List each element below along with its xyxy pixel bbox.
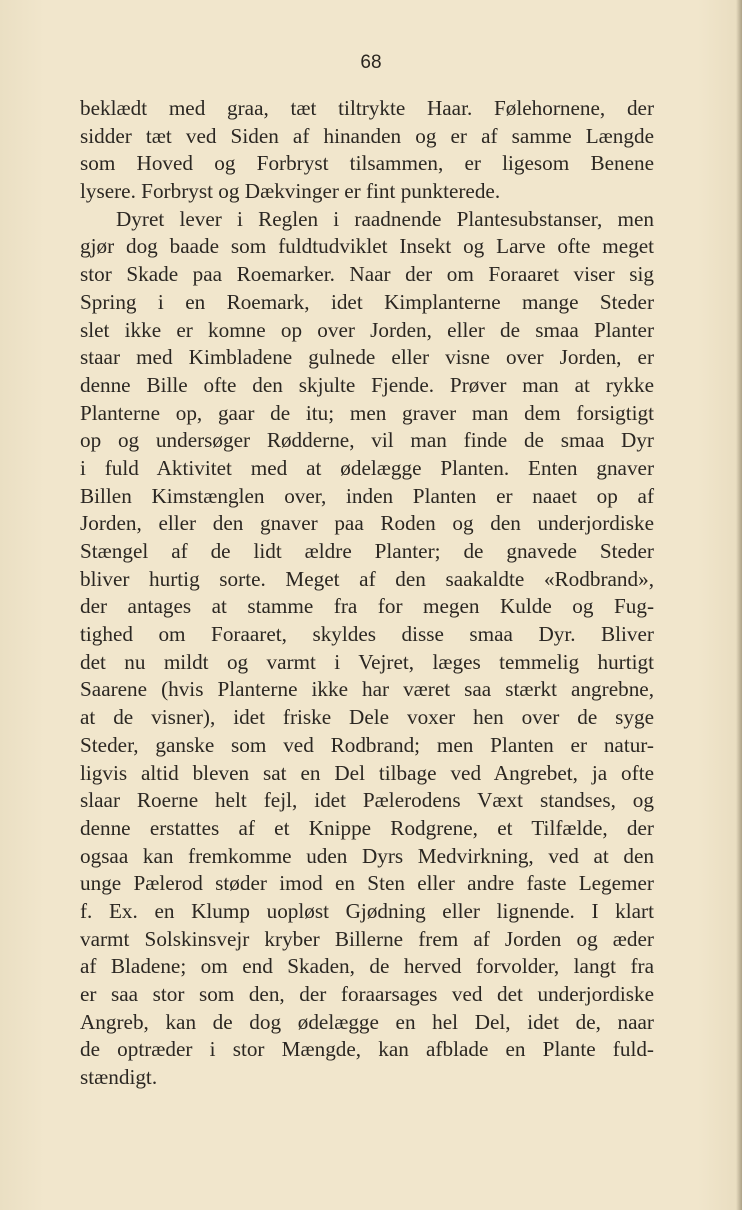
text-line: beklædt med graa, tæt tiltrykte Haar. Følehornene, der bbox=[80, 96, 654, 120]
text-line: lysere. Forbryst og Dækvinger er fint punkterede. bbox=[80, 179, 501, 204]
text-line: stor Skade paa Roemarker. Naar der om Foraaret viser sig bbox=[80, 262, 654, 287]
text-line: der antages at stamme fra for megen Kulde og Fug- bbox=[80, 594, 654, 619]
text-line: er saa stor som den, der foraarsages ved det underjordiske bbox=[80, 982, 654, 1006]
text-line: f. Ex. en Klump uopløst Gjødning eller lignende. I klart bbox=[80, 898, 654, 923]
text-line: stændigt. bbox=[80, 1065, 158, 1090]
text-line: slet ikke er komne op over Jorden, eller de smaa Planter bbox=[80, 317, 654, 342]
text-line: Steder, ganske som ved Rodbrand; men Planten er natur- bbox=[80, 732, 654, 757]
text-line: tighed om Foraaret, skyldes disse smaa Dyr. Bliver bbox=[80, 622, 654, 647]
text-line: i fuld Aktivitet med at ødelægge Planten. Enten gnaver bbox=[80, 455, 654, 480]
body-text bbox=[80, 95, 654, 1092]
text-line: bliver hurtig sorte. Meget af den saakaldte «Rodbrand», bbox=[80, 566, 654, 591]
text-line: op og undersøger Rødderne, vil man finde de smaa Dyr bbox=[80, 428, 654, 453]
text-line: sidder tæt ved Siden af hinanden og er af samme Længde bbox=[80, 123, 654, 148]
text-line: det nu mildt og varmt i Vejret, læges temmelig hurtigt bbox=[80, 649, 654, 674]
text-line: ligvis altid bleven sat en Del tilbage ved Angrebet, ja ofte bbox=[80, 760, 654, 785]
text-line: denne erstattes af et Knippe Rodgrene, et Tilfælde, der bbox=[80, 815, 654, 840]
text-line: ogsaa kan fremkomme uden Dyrs Medvirkning, ved at den bbox=[80, 843, 654, 868]
text-line: slaar Roerne helt fejl, idet Pælerodens Væxt standses, og bbox=[80, 788, 654, 813]
text-line: Jorden, eller den gnaver paa Roden og den underjordiske bbox=[80, 511, 654, 536]
text-line: som Hoved og Forbryst tilsammen, er ligesom Benene bbox=[80, 151, 654, 176]
text-line: af Bladene; om end Skaden, de herved forvolder, langt fra bbox=[80, 954, 654, 979]
text-line: Planterne op, gaar de itu; men graver man dem forsigtigt bbox=[80, 400, 654, 425]
text-line: at de visner), idet friske Dele voxer hen over de syge bbox=[80, 705, 654, 730]
page-edge-shadow bbox=[736, 0, 742, 1210]
text-line: varmt Solskinsvejr kryber Billerne frem af Jorden og æder bbox=[80, 926, 654, 951]
text-line: Stængel af de lidt ældre Planter; de gnavede Steder bbox=[80, 539, 654, 563]
text-line: staar med Kimbladene gulnede eller visne over Jorden, er bbox=[80, 345, 654, 370]
text-line: Spring i en Roemark, idet Kimplanterne mange Steder bbox=[80, 289, 654, 314]
page-number: 68 bbox=[360, 52, 382, 73]
text-line: Saarene (hvis Planterne ikke har været saa stærkt angrebne, bbox=[80, 677, 654, 702]
text-line: Dyret lever i Reglen i raadnende Plantesubstanser, men bbox=[116, 206, 654, 231]
text-line: gjør dog baade som fuldtudviklet Insekt og Larve ofte meget bbox=[80, 234, 654, 259]
text-line: unge Pælerod støder imod en Sten eller andre faste Legemer bbox=[80, 871, 654, 896]
text-line: Angreb, kan de dog ødelægge en hel Del, idet de, naar bbox=[80, 1009, 654, 1034]
text-line: Billen Kimstænglen over, inden Planten er naaet op af bbox=[80, 483, 654, 508]
text-line: denne Bille ofte den skjulte Fjende. Prøver man at rykke bbox=[80, 372, 654, 397]
text-line: de optræder i stor Mængde, kan afblade en Plante fuld- bbox=[80, 1037, 654, 1062]
